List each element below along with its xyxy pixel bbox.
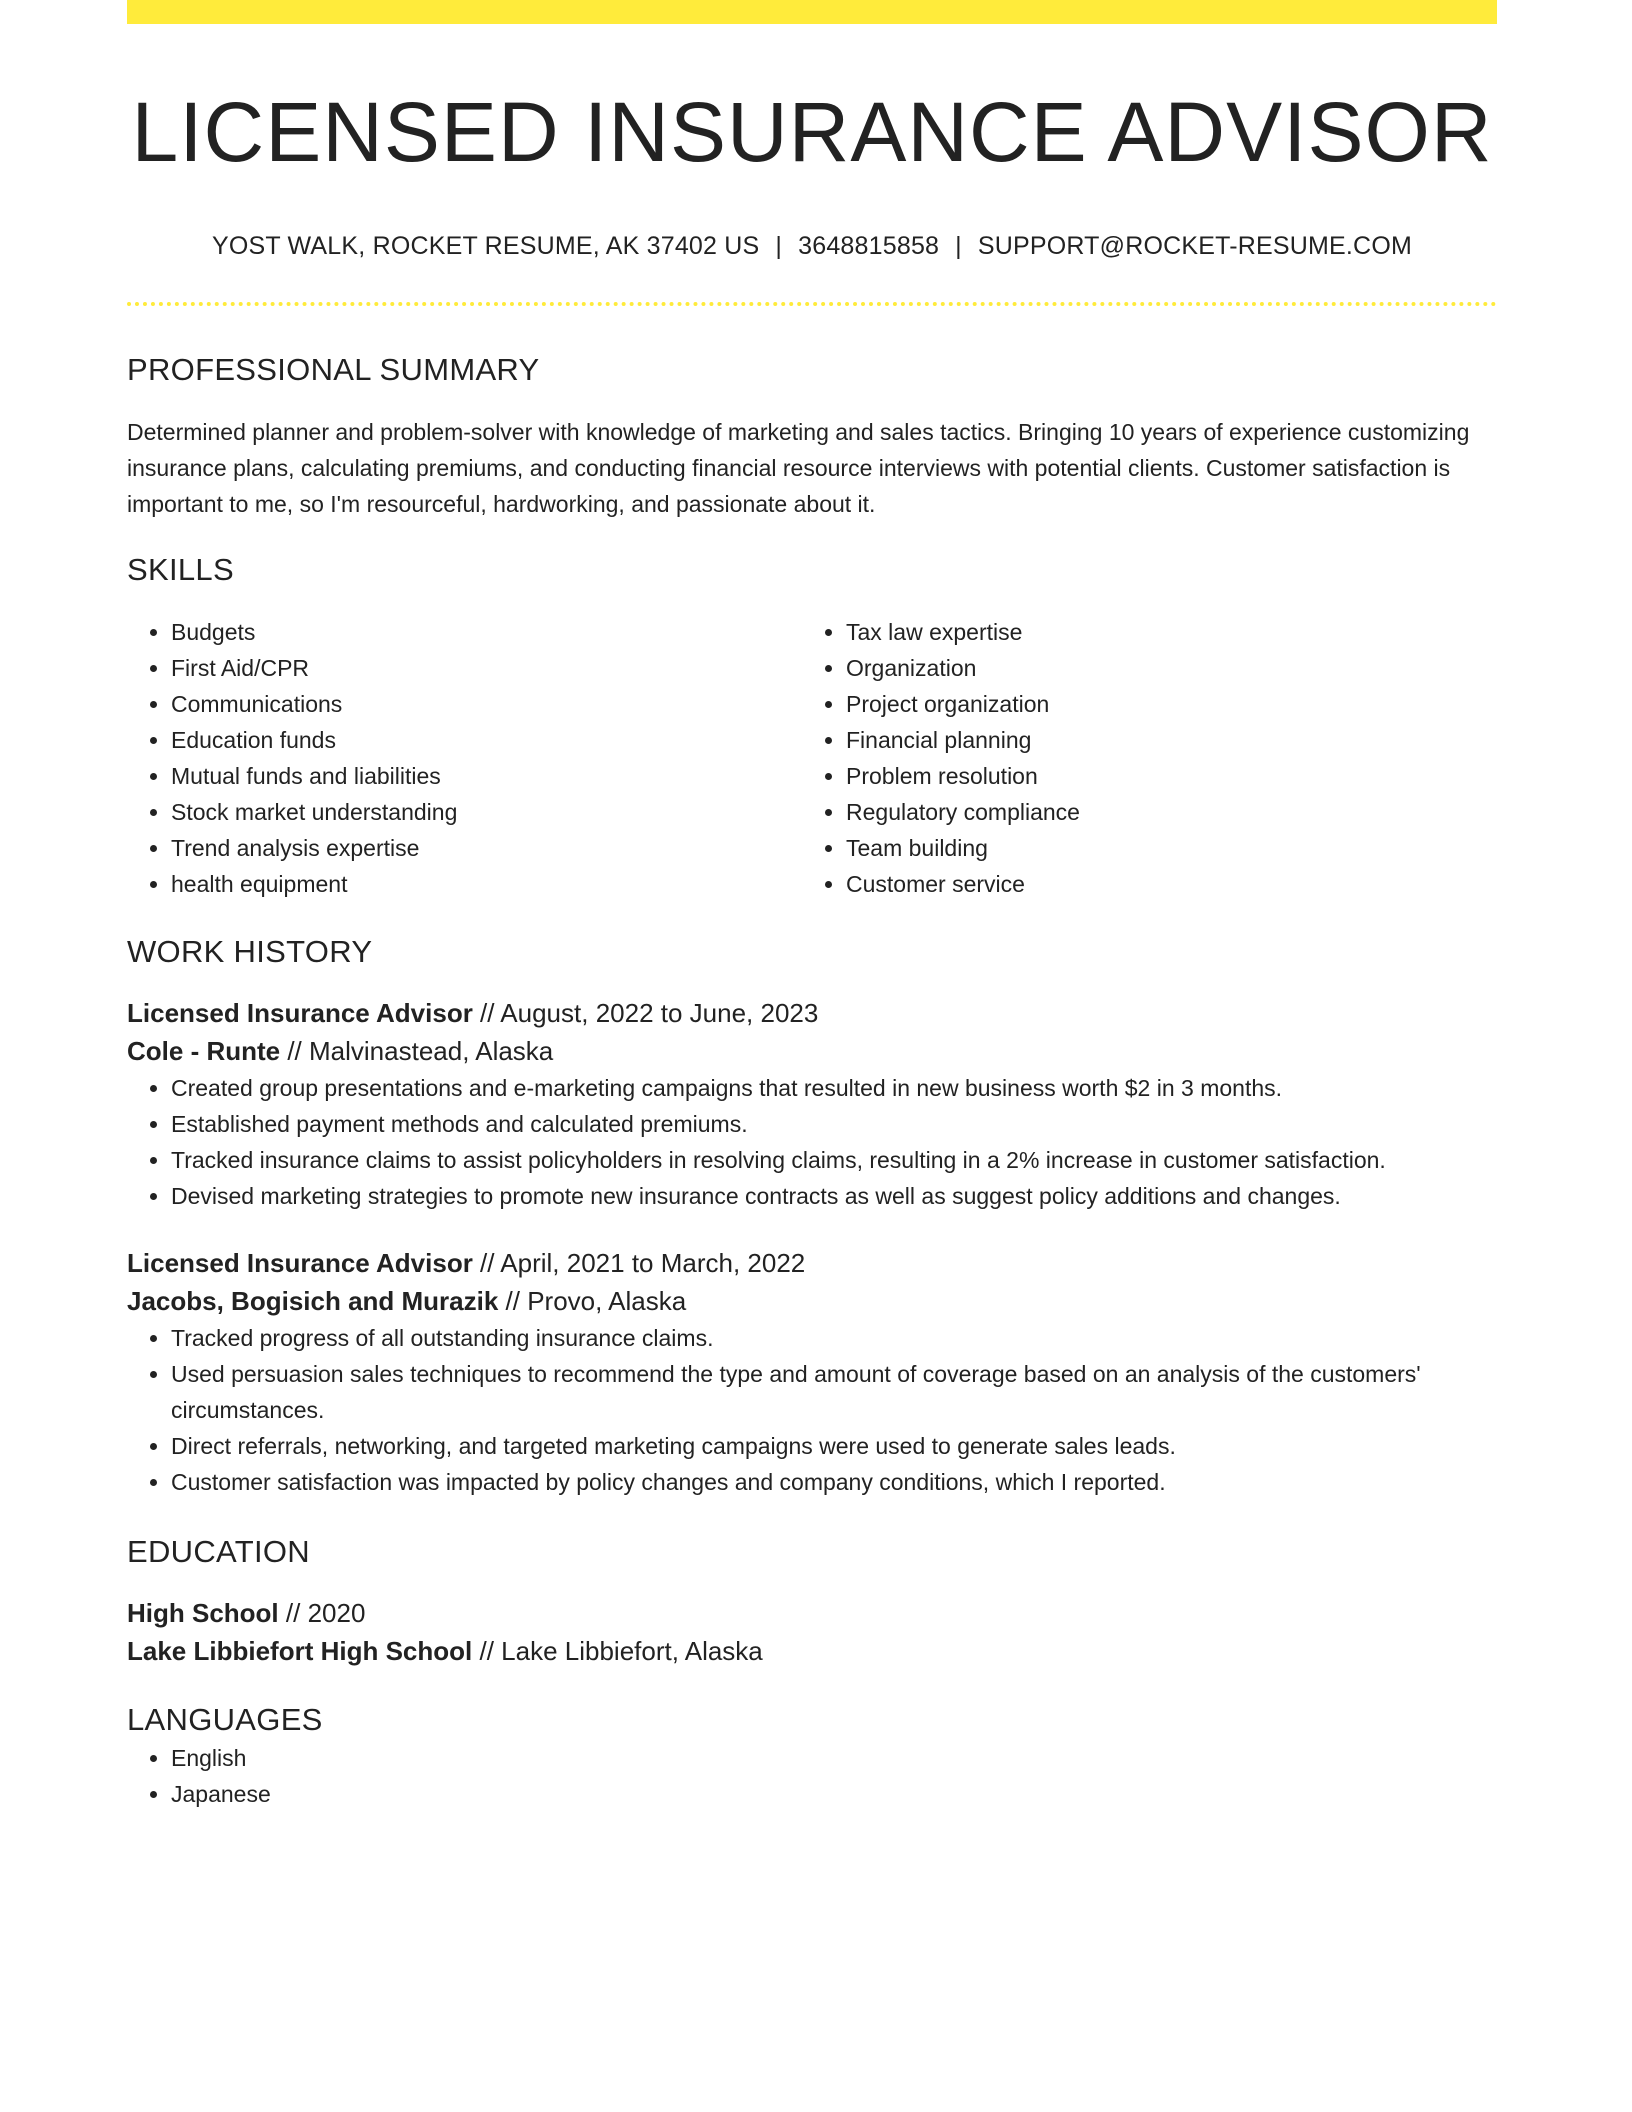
job-role-line xyxy=(127,994,1497,1032)
skill-item: • Tax law expertise xyxy=(846,614,1477,650)
skills-list-left xyxy=(127,614,802,902)
job-company: Cole - Runte xyxy=(127,1036,281,1066)
skill-item: • Organization xyxy=(846,650,1477,686)
language-item: • Japanese xyxy=(171,1776,1497,1812)
contact-line xyxy=(127,230,1497,262)
education-school-line xyxy=(127,1632,1497,1670)
contact-separator: | xyxy=(775,232,783,260)
top-accent-bar xyxy=(127,0,1497,24)
skill-item: • Customer service xyxy=(846,866,1477,902)
skill-item: • Project organization xyxy=(846,686,1477,722)
job-bullet-list xyxy=(127,1320,1497,1500)
skill-item: • Mutual funds and liabilities xyxy=(171,758,802,794)
languages-list xyxy=(127,1740,1497,1812)
contact-separator: | xyxy=(955,232,962,260)
language-item: • English xyxy=(171,1740,1497,1776)
summary-text: Determined planner and problem-solver with knowledge of marketing and sales tactics. Bringing 10 years of experience customizing insurance plans, calculating premiums, and conducting financial resource interviews with potential clients. Customer satisfaction is important to me, so I'm resourceful, hardworking, and passionate about it. xyxy=(127,419,1470,517)
job-delimiter: // xyxy=(472,1248,501,1278)
contact-email[interactable]: SUPPORT@ROCKET-RESUME.COM xyxy=(977,232,1412,260)
skills-grid xyxy=(127,614,1497,902)
education-delimiter: // xyxy=(278,1598,308,1628)
job-bullet: • Tracked insurance claims to assist policyholders in resolving claims, resulting in a 2% increase in customer satisfaction. xyxy=(171,1142,1497,1178)
job-delimiter: // xyxy=(472,998,501,1028)
skill-item: • Communications xyxy=(171,686,802,722)
skill-item: • Trend analysis expertise xyxy=(171,830,802,866)
dotted-divider xyxy=(127,302,1497,306)
education-location: Lake Libbiefort, Alaska xyxy=(501,1636,763,1666)
job-bullet: • Devised marketing strategies to promote new insurance contracts as well as suggest policy additions and changes. xyxy=(171,1178,1497,1214)
job-bullet: • Used persuasion sales techniques to recommend the type and amount of coverage based on an analysis of the customers' circumstances. xyxy=(171,1356,1497,1428)
contact-phone[interactable]: 3648815858 xyxy=(798,232,940,260)
job-role: Licensed Insurance Advisor xyxy=(127,998,473,1028)
job-location: Malvinastead, Alaska xyxy=(309,1036,554,1066)
skills-list-right xyxy=(802,614,1477,902)
job-delimiter: // xyxy=(280,1036,310,1066)
work-history-heading: WORK HISTORY xyxy=(127,934,373,969)
resume-title: LICENSED INSURANCE ADVISOR xyxy=(131,85,1493,179)
skills-column-left xyxy=(127,614,802,902)
education-delimiter: // xyxy=(472,1636,502,1666)
skill-item: • Problem resolution xyxy=(846,758,1477,794)
skills-heading: SKILLS xyxy=(127,552,234,587)
contact-address: YOST WALK, ROCKET RESUME, AK 37402 US xyxy=(212,232,760,260)
job-bullet: • Tracked progress of all outstanding insurance claims. xyxy=(171,1320,1497,1356)
skill-item: • First Aid/CPR xyxy=(171,650,802,686)
job-location: Provo, Alaska xyxy=(527,1286,687,1316)
job-role: Licensed Insurance Advisor xyxy=(127,1248,473,1278)
job-dates: April, 2021 to March, 2022 xyxy=(500,1248,806,1278)
skill-item: • Budgets xyxy=(171,614,802,650)
education-school: Lake Libbiefort High School xyxy=(127,1636,473,1666)
skill-item: • Education funds xyxy=(171,722,802,758)
skills-column-right xyxy=(802,614,1477,902)
job-bullet-list xyxy=(127,1070,1497,1214)
job-company-line xyxy=(127,1032,1497,1070)
skill-item: • Regulatory compliance xyxy=(846,794,1477,830)
job-bullet: • Direct referrals, networking, and targeted marketing campaigns were used to generate sales leads. xyxy=(171,1428,1497,1464)
skill-item: • Team building xyxy=(846,830,1477,866)
education-degree-line xyxy=(127,1594,1497,1632)
job-bullet: • Customer satisfaction was impacted by policy changes and company conditions, which I reported. xyxy=(171,1464,1497,1500)
job-bullet: • Created group presentations and e-marketing campaigns that resulted in new business worth $2 in 3 months. xyxy=(171,1070,1497,1106)
job-company-line xyxy=(127,1282,1497,1320)
education-year: 2020 xyxy=(307,1598,366,1628)
skill-item: • Stock market understanding xyxy=(171,794,802,830)
job-dates: August, 2022 to June, 2023 xyxy=(500,998,819,1028)
skill-item: • health equipment xyxy=(171,866,802,902)
resume-page xyxy=(127,0,1497,1812)
skill-item: • Financial planning xyxy=(846,722,1477,758)
education-heading: EDUCATION xyxy=(127,1534,310,1569)
job-bullet: • Established payment methods and calculated premiums. xyxy=(171,1106,1497,1142)
languages-heading: LANGUAGES xyxy=(127,1702,323,1737)
job-delimiter: // xyxy=(498,1286,528,1316)
job-company: Jacobs, Bogisich and Murazik xyxy=(127,1286,499,1316)
job-role-line xyxy=(127,1244,1497,1282)
summary-heading: PROFESSIONAL SUMMARY xyxy=(127,352,540,387)
education-degree: High School xyxy=(127,1598,279,1628)
